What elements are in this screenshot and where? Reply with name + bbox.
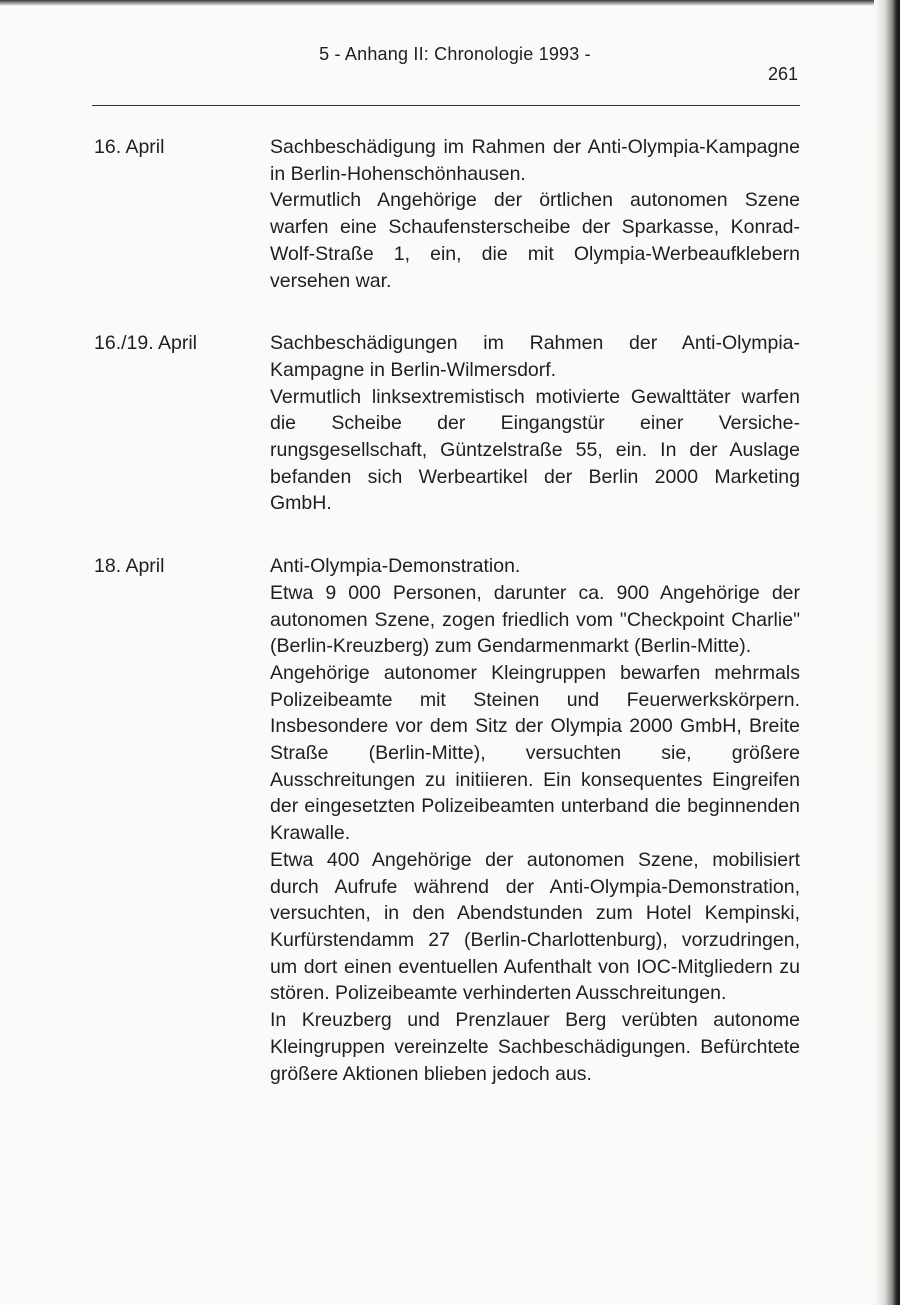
- entry-body: [270, 330, 800, 517]
- entry-paragraph: Anti-Olympia-Demonstration.: [270, 555, 521, 578]
- entry-paragraph: Etwa 9 000 Personen, darunter ca. 900 Angehörige der autonomen Szene, zogen friedlich vom "Checkpoint Charlie" (Berlin-Kreuzberg) zum Gendarmenmarkt (Berlin-Mitte).: [270, 581, 800, 658]
- book-spine-edge: [874, 0, 900, 1305]
- scan-top-shadow: [0, 0, 900, 6]
- entry-paragraph: Sachbeschädigung im Rahmen der Anti-Olympia-Kampagne in Berlin-Hohenschönhausen.: [270, 136, 800, 185]
- entry-date: 16. April: [94, 136, 165, 158]
- entry-paragraph: In Kreuzberg und Prenzlauer Berg verübten autonome Kleingruppen vereinzelte Sachbeschädigungen. Befürchtete größere Aktionen blieben jedoch aus.: [270, 1009, 800, 1085]
- entry-paragraph: Vermutlich Angehörige der örtlichen autonomen Szene warfen eine Schaufensterscheibe der Sparkasse, Konrad-Wolf-Straße 1, ein, die mit Olympia-Werbeaufklebern versehen war.: [270, 189, 800, 292]
- entry-paragraph: Etwa 400 Angehörige der autonomen Szene, mobilisiert durch Aufrufe während der Anti-Olympia-Demonstration, versuchten, in den Abendstunden zum Hotel Kempinski, Kurfürstendamm 27 (Berlin-Charlottenburg), vorzudringen, um dort einen eventuellen Aufenthalt von IOC-Mitgliedern zu stören. Polizeibeamte verhinderten Ausschreitungen.: [270, 848, 800, 1005]
- entry-date: 16./19. April: [94, 332, 197, 355]
- page-number: 261: [767, 64, 798, 84]
- chronology-entry: [94, 134, 806, 294]
- entry-body: [270, 553, 800, 1087]
- header-divider: [92, 105, 800, 106]
- chronology-entries: [94, 134, 806, 1123]
- chronology-entry: [94, 553, 806, 1087]
- entry-paragraph: Angehörige autonomer Kleingruppen bewarfen mehrmals Polizeibeamte mit Steinen und Feuerwerkskörpern. Insbesondere vor dem Sitz der Olympia 2000 GmbH, Breite Straße (Berlin-Mitte), versuchten sie, größere Ausschreitungen zu initiieren. Ein konsequentes Eingreifen der eingesetzten Polizeibeamten unterband die beginnenden Krawalle.: [270, 661, 800, 845]
- chronology-entry: [94, 330, 806, 517]
- entry-date: 18. April: [94, 555, 165, 578]
- entry-paragraph: Sachbeschädigungen im Rahmen der Anti-Olympia-Kampagne in Berlin-Wilmersdorf.: [270, 332, 800, 381]
- entry-body: [270, 134, 800, 294]
- running-header: 5 - Anhang II: Chronologie 1993 -: [319, 44, 591, 64]
- entry-paragraph: Vermutlich linksextremistisch motivierte Gewalttäter warfen die Scheibe der Eingangstür einer Versicherungsgesellschaft, Güntzelstraße 55, ein. In der Auslage befanden sich Werbeartikel der Berlin 2000 Marketing GmbH.: [270, 385, 800, 515]
